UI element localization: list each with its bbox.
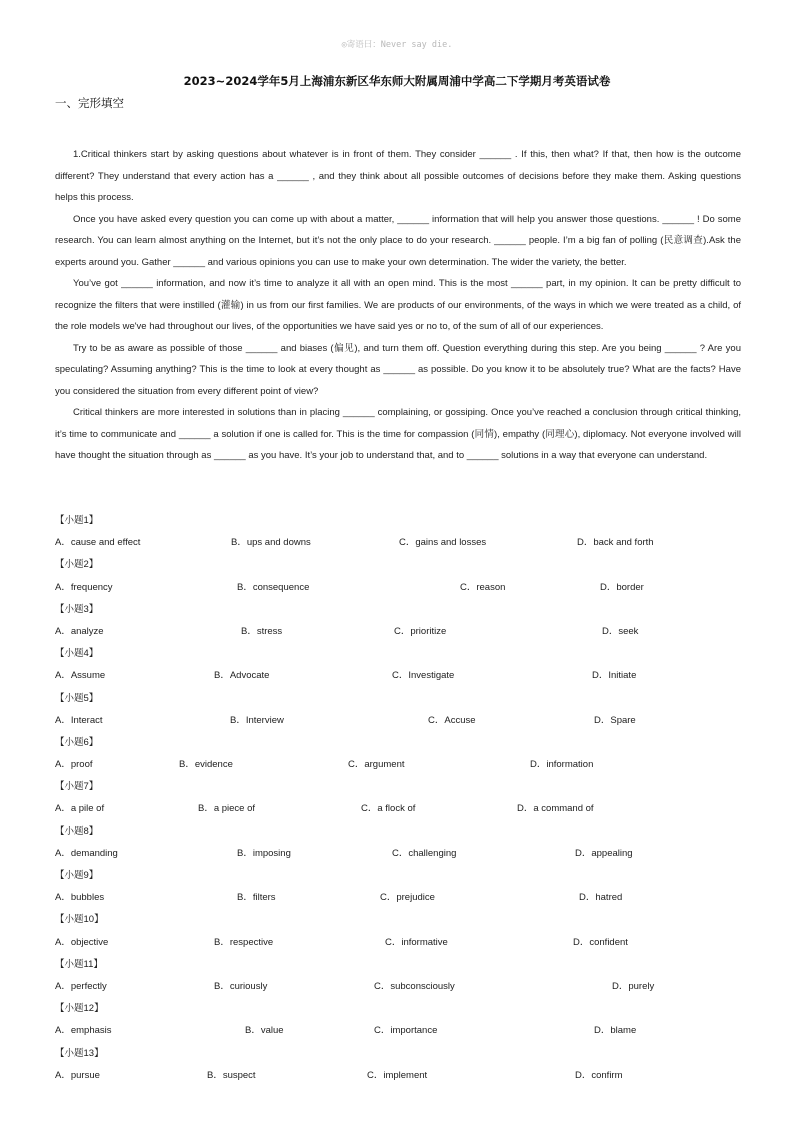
option-d[interactable]: D．appealing	[575, 847, 633, 859]
question-label: 【小题13】	[55, 1047, 104, 1059]
option-c[interactable]: C．Accuse	[428, 714, 476, 726]
option-a[interactable]: A．perfectly	[55, 980, 107, 992]
question-options	[55, 710, 741, 732]
question-label: 【小题1】	[55, 515, 99, 526]
question-list	[55, 510, 741, 1087]
passage-paragraph: You’ve got ______ information, and now it’s time to analyze it all with an open mind. This is the most ______ part, in my opinion. It can be pretty difficult to recognize the filters that were instilled (灌输) in us from our first families. We are products of our environments, of the ways in which we were treated as a child, of the role models we've had throughout our lives, of the opportunities we have said yes or no to, of the sum of all of our experiences.	[55, 278, 741, 332]
watermark: ◎寄语曰：Never say die.	[341, 40, 453, 50]
option-b[interactable]: B．Interview	[230, 714, 284, 726]
option-d[interactable]: D．hatred	[579, 892, 623, 904]
option-b[interactable]: B．a piece of	[198, 803, 256, 815]
option-a[interactable]: A．cause and effect	[55, 537, 141, 549]
option-a[interactable]: A．a pile of	[55, 803, 105, 815]
question-label: 【小题4】	[55, 648, 99, 660]
question-options	[55, 754, 741, 776]
passage-paragraph: Try to be as aware as possible of those ______ and biases (偏见), and turn them off. Question everything during this step. Are you being ______ ? Are you speculating? Assuming anything? This is the time to look at every thought as ______ as possible. Do you know it to be absolutely true? What are the facts? Have you considered the situation from every different point of view?	[55, 342, 741, 397]
option-d[interactable]: D．border	[600, 581, 644, 593]
option-b[interactable]: B．Advocate	[214, 670, 270, 682]
question-label: 【小题11】	[55, 958, 103, 970]
option-b[interactable]: B．evidence	[179, 759, 233, 771]
question-options	[55, 621, 741, 643]
option-c[interactable]: C．a flock of	[361, 803, 416, 815]
option-b[interactable]: B．consequence	[237, 581, 310, 593]
option-d[interactable]: D．purely	[612, 980, 655, 992]
option-d[interactable]: D．confirm	[575, 1069, 623, 1081]
option-a[interactable]: A．pursue	[55, 1069, 100, 1081]
question-label: 【小题12】	[55, 1003, 104, 1015]
option-c[interactable]: C．prioritize	[394, 625, 447, 637]
option-c[interactable]: C．Investigate	[392, 670, 455, 682]
option-c[interactable]: C．prejudice	[380, 892, 435, 904]
option-d[interactable]: D．Spare	[594, 714, 636, 726]
option-c[interactable]: C．informative	[385, 936, 448, 948]
option-c[interactable]: C．importance	[374, 1025, 438, 1037]
option-d[interactable]: D．Initiate	[592, 670, 637, 682]
question-options	[55, 887, 741, 909]
question-label: 【小题9】	[55, 870, 99, 881]
option-d[interactable]: D．a command of	[517, 803, 594, 815]
option-a[interactable]: A．emphasis	[55, 1025, 112, 1037]
option-c[interactable]: C．argument	[348, 759, 405, 771]
option-a[interactable]: A．Assume	[55, 670, 106, 682]
option-d[interactable]: D．back and forth	[577, 537, 654, 549]
option-b[interactable]: B．imposing	[237, 847, 291, 859]
question-options	[55, 798, 741, 820]
option-d[interactable]: D．information	[530, 759, 594, 771]
option-b[interactable]: B．stress	[241, 625, 283, 637]
section-heading: 一、完形填空	[55, 96, 124, 110]
option-a[interactable]: A．demanding	[55, 847, 118, 859]
passage-paragraph: 1.Critical thinkers start by asking questions about whatever is in front of them. They consider ______ . If this, then what? If that, then how is the outcome different? They understand that every action has a ______ , and they think about all possible outcomes of decisions before they make them. Asking questions helps this process.	[55, 149, 741, 203]
question-label: 【小题3】	[55, 603, 99, 615]
passage-paragraph: Once you have asked every question you can come up with about a matter, ______ information that will help you answer those questions. ______ ! Do some research. You can learn almost anything on the Internet, but it’s not the only place to do your research. ______ people. I’m a big fan of polling (民意调查).Ask the experts around you. Gather ______ and various opinions you can use to make your own determination. The wider the variety, the better.	[55, 213, 741, 268]
passage-paragraph: Critical thinkers are more interested in solutions than in placing ______ complaining, or gossiping. Once you’ve reached a conclusion through critical thinking, it’s time to communicate and ______ a solution if one is called for. This is the time for compassion (同情), empathy (同理心), diplomacy. Not everyone involved will have thought the situation through as ______ as you have. It’s your job to understand that, and to ______ solutions in a way that everyone can understand.	[55, 407, 741, 461]
option-b[interactable]: B．curiously	[214, 980, 268, 992]
question-options	[55, 932, 741, 954]
option-a[interactable]: A．analyze	[55, 625, 104, 637]
question-options	[55, 532, 741, 554]
option-b[interactable]: B．filters	[237, 892, 276, 904]
option-c[interactable]: C．subconsciously	[374, 980, 455, 992]
question-options	[55, 843, 741, 865]
passage	[55, 144, 741, 467]
option-d[interactable]: D．seek	[602, 625, 639, 637]
question-label: 【小题10】	[55, 914, 104, 926]
question-options	[55, 665, 741, 687]
option-c[interactable]: C．reason	[460, 581, 506, 593]
page-title: 2023~2024学年5月上海浦东新区华东师大附属周浦中学高二下学期月考英语试卷	[183, 74, 611, 88]
option-d[interactable]: D．confident	[573, 936, 628, 948]
option-c[interactable]: C．gains and losses	[399, 537, 487, 549]
question-options	[55, 577, 741, 599]
option-b[interactable]: B．ups and downs	[231, 537, 311, 549]
option-b[interactable]: B．respective	[214, 936, 274, 948]
option-b[interactable]: B．value	[245, 1025, 284, 1037]
question-label: 【小题7】	[55, 781, 99, 793]
question-label: 【小题8】	[55, 825, 99, 837]
option-a[interactable]: A．Interact	[55, 714, 103, 726]
question-label: 【小题5】	[55, 692, 99, 704]
question-options	[55, 976, 741, 998]
option-c[interactable]: C．implement	[367, 1069, 428, 1081]
option-b[interactable]: B．suspect	[207, 1069, 256, 1081]
option-a[interactable]: A．proof	[55, 759, 93, 771]
option-a[interactable]: A．bubbles	[55, 892, 105, 904]
option-a[interactable]: A．objective	[55, 936, 109, 948]
question-label: 【小题6】	[55, 736, 99, 748]
question-options	[55, 1020, 741, 1042]
option-d[interactable]: D．blame	[594, 1025, 637, 1037]
option-a[interactable]: A．frequency	[55, 581, 113, 593]
option-c[interactable]: C．challenging	[392, 847, 457, 859]
question-label: 【小题2】	[55, 559, 99, 571]
question-options	[55, 1065, 741, 1087]
